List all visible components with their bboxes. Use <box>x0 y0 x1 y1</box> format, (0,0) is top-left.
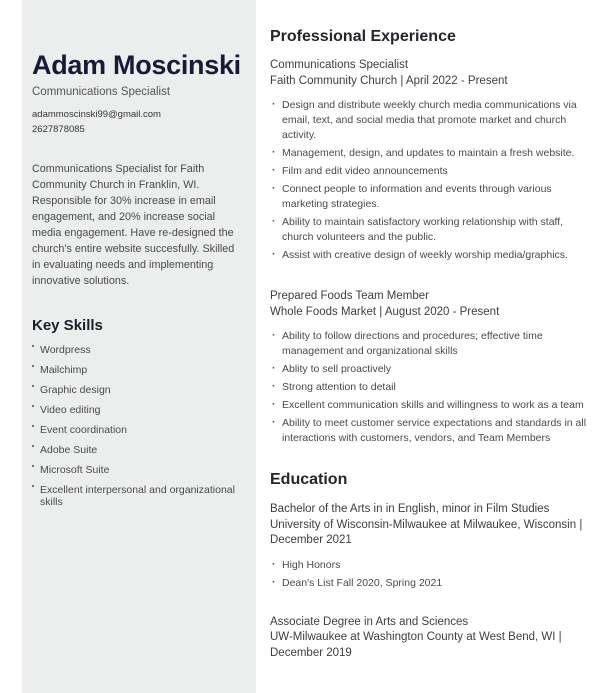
job-bullet <box>270 416 592 446</box>
bullet-text: Ability to meet customer service expectations and standards in all interactions with customers, vendors, and Team Members <box>282 417 587 444</box>
bullet-text: Film and edit video announcements <box>282 165 448 177</box>
skill-item <box>32 424 242 436</box>
job-org-dates: Whole Foods Market | August 2020 - Present <box>270 305 500 318</box>
education-bullet <box>270 576 592 591</box>
skill-label: Video editing <box>40 404 101 416</box>
degree-title: Bachelor of the Arts in in English, minor in Film Studies <box>270 503 550 515</box>
job-bullet <box>270 215 592 245</box>
bullet-text: Management, design, and updates to maintain a fresh website. <box>282 147 575 159</box>
bullet-text: Connect people to information and events through various marketing strategies. <box>282 183 552 210</box>
skill-label: Mailchimp <box>40 364 88 376</box>
bullet-text: Excellent communication skills and willingness to work as a team <box>282 399 584 411</box>
job-entry <box>270 58 592 263</box>
skill-label: Excellent interpersonal and organizational skills <box>40 484 235 508</box>
job-title: Communications Specialist <box>270 59 409 71</box>
job-bullet <box>270 182 592 212</box>
job-bullet <box>270 398 592 413</box>
job-org-dates: Faith Community Church | April 2022 - Present <box>270 74 508 87</box>
bullet-text: Ability to follow directions and procedures; effective time management and organizational skills <box>282 330 543 357</box>
professional-summary: Communications Specialist for Faith Community Church in Franklin, WI. Responsible for 30% increase in email engagement, and 20% increase social media engagement. Have re-designed the church's entire website succesfully. Skilled in evaluating needs and implementing innovative solutions. <box>32 163 235 287</box>
experience-heading: Professional Experience <box>270 28 456 45</box>
skills-heading: Key Skills <box>32 317 103 334</box>
main-column <box>270 28 592 661</box>
bullet-text: High Honors <box>282 558 341 571</box>
education-entry <box>270 615 592 662</box>
skill-item <box>32 384 242 396</box>
job-bullet <box>270 146 592 161</box>
job-bullet <box>270 329 592 359</box>
contact-block <box>32 107 242 137</box>
skill-label: Adobe Suite <box>40 444 98 456</box>
bullet-text: Dean's List Fall 2020, Spring 2021 <box>282 576 443 589</box>
contact-email: adammoscinski99@gmail.com <box>32 109 161 120</box>
job-bullet <box>270 164 592 179</box>
skill-item <box>32 444 242 456</box>
skills-list <box>32 344 242 508</box>
education-bullets <box>270 558 592 591</box>
skill-item <box>32 364 242 376</box>
skill-label: Event coordination <box>40 424 127 436</box>
bullet-text: Ability to maintain satisfactory working relationship with staff, church volunteers and the public. <box>282 216 564 243</box>
bullet-text: Strong attention to detail <box>282 381 396 393</box>
job-bullets <box>270 329 592 446</box>
degree-title: Associate Degree in Arts and Sciences <box>270 615 469 628</box>
education-bullet <box>270 558 592 573</box>
person-name: Adam Moscinski <box>32 50 241 80</box>
skill-item <box>32 344 242 356</box>
education-section <box>270 471 592 661</box>
school-dates: University of Wisconsin-Milwaukee at Milwaukee, Wisconsin | December 2021 <box>270 518 583 546</box>
job-bullet <box>270 248 592 263</box>
skill-item <box>32 404 242 416</box>
job-bullets <box>270 98 592 263</box>
job-entry <box>270 289 592 446</box>
bullet-text: Design and distribute weekly church media communications via email, text, and social media that promote market and church activity. <box>282 99 577 141</box>
bullet-text: Ablity to sell proactively <box>282 363 392 375</box>
job-bullet <box>270 380 592 395</box>
job-title: Prepared Foods Team Member <box>270 290 429 302</box>
education-entry <box>270 502 592 591</box>
sidebar <box>22 0 256 693</box>
contact-phone: 2627878085 <box>32 124 85 135</box>
bullet-text: Assist with creative design of weekly worship media/graphics. <box>282 249 568 261</box>
school-dates: UW-Milwaukee at Washington County at West Bend, WI | December 2019 <box>270 631 562 659</box>
person-title: Communications Specialist <box>32 86 171 98</box>
education-heading: Education <box>270 471 348 488</box>
skill-item <box>32 484 242 508</box>
job-bullet <box>270 362 592 377</box>
skill-label: Graphic design <box>40 384 111 396</box>
job-bullet <box>270 98 592 143</box>
skill-item <box>32 464 242 476</box>
skill-label: Wordpress <box>40 344 91 356</box>
skill-label: Microsoft Suite <box>40 464 110 476</box>
